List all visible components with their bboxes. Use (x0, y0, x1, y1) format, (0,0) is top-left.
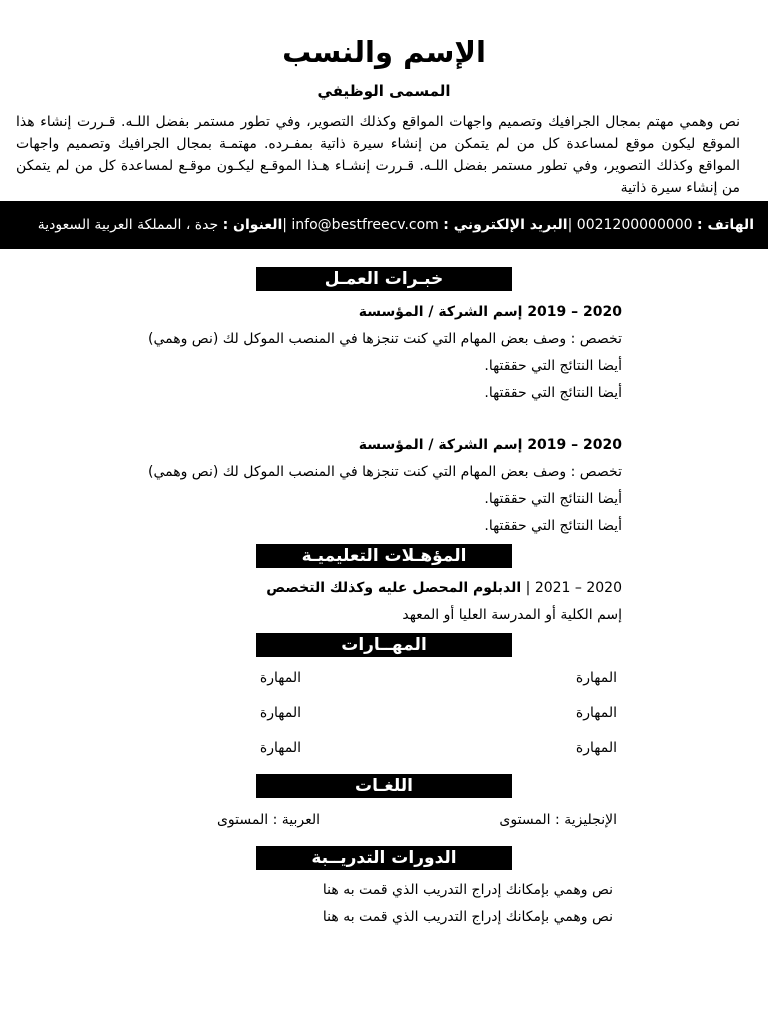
job-result-2a: أيضا النتائج التي حققتها. (484, 491, 622, 507)
job-title: المسمى الوظيفي (317, 82, 451, 100)
section-header-training: الدورات التدريــبة (256, 846, 512, 870)
contact-separator: | (567, 217, 573, 233)
skill-item: المهارة (259, 670, 301, 686)
language-item: العربية : المستوى (216, 812, 320, 828)
contact-separator: | (282, 217, 287, 233)
education-line (266, 578, 622, 598)
email-label: البريد الإلكتروني : (443, 217, 568, 233)
section-header-languages: اللغـات (256, 774, 512, 798)
language-item: الإنجليزية : المستوى (499, 812, 617, 828)
contact-bar (0, 201, 768, 249)
job-desc-2: تخصص : وصف بعض المهام التي كنت تنجزها في المنصب الموكل لك (نص وهمي) (147, 464, 622, 480)
skill-item: المهارة (575, 705, 617, 721)
skill-item: المهارة (259, 740, 301, 756)
training-item: نص وهمي بإمكانك إدراج التدريب الذي قمت به هنا (322, 882, 613, 898)
phone-value: 0021200000000 (576, 217, 693, 233)
job-title-2: 2020 – 2019 إسم الشركة / المؤسسة (358, 437, 622, 453)
education-degree: الدبلوم المحصل عليه وكذلك التخصص (266, 580, 522, 596)
section-header-education: المؤهـلات التعليميـة (256, 544, 512, 568)
email-value: info@bestfreecv.com (291, 217, 439, 233)
job-result-2b: أيضا النتائج التي حققتها. (484, 518, 622, 534)
address-label: العنوان : (222, 217, 283, 233)
phone-label: الهاتف : (697, 217, 754, 233)
skill-item: المهارة (259, 705, 301, 721)
education-school: إسم الكلية أو المدرسة العليا أو المعهد (402, 607, 622, 623)
address-value: جدة ، المملكة العربية السعودية (37, 217, 219, 233)
education-years: 2020 – 2021 (534, 580, 622, 596)
job-result-1a: أيضا النتائج التي حققتها. (484, 358, 622, 374)
job-desc-1: تخصص : وصف بعض المهام التي كنت تنجزها في المنصب الموكل لك (نص وهمي) (147, 331, 622, 347)
section-header-experience: خبـرات العمـل (256, 267, 512, 291)
candidate-name: الإسم والنسب (282, 35, 486, 69)
job-title-1: 2020 – 2019 إسم الشركة / المؤسسة (358, 304, 622, 320)
profile-summary: نص وهمي مهتم بمجال الجرافيك وتصميم واجهات المواقع وكذلك التصوير، وفي تطور مستمر بفضل اللـه. قـررت إنشاء هذا الموقع ليكون موقع لمساعدة كل من لم يتمكن من إنشاء سيرة ذاتية بمفـرده. مهتمـة بمجال الجرافيك وتصميم واجهات المواقع وكذلك التصوير، وفي تطور مستمر بفضل اللـه. قـررت إنشـاء هـذا الموقـع ليكـون موقـع لمساعدة كل من لم يتمكن من إنشاء سيرة ذاتية (16, 114, 740, 196)
skill-item: المهارة (575, 740, 617, 756)
job-result-1b: أيضا النتائج التي حققتها. (484, 385, 622, 401)
skill-item: المهارة (575, 670, 617, 686)
contact-line (14, 215, 754, 235)
training-item: نص وهمي بإمكانك إدراج التدريب الذي قمت به هنا (322, 909, 613, 925)
education-separator: | (525, 580, 531, 596)
section-header-skills: المهــارات (256, 633, 512, 657)
